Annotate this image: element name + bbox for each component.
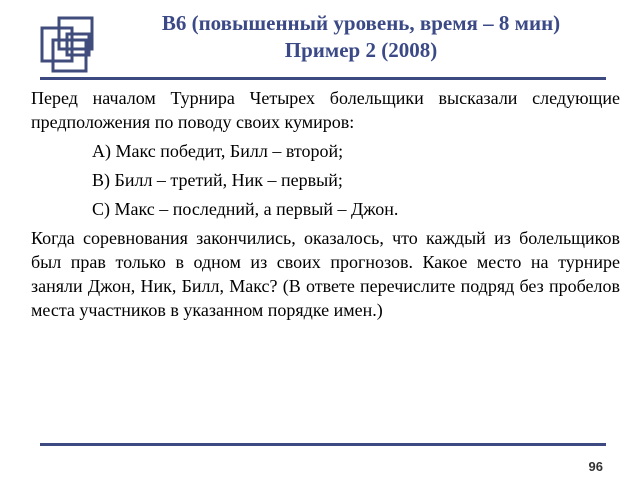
overlapping-squares-icon <box>40 16 106 74</box>
intro-paragraph: Перед началом Турнира Четырех болельщики высказали следующие предположения по поводу своих кумиров: <box>31 88 620 132</box>
option-a: А) Макс победит, Билл – второй; <box>92 141 344 161</box>
bottom-divider <box>40 443 606 446</box>
option-b: В) Билл – третий, Ник – первый; <box>92 170 343 190</box>
top-divider <box>40 77 606 80</box>
question-paragraph: Когда соревнования закончились, оказалось, что каждый из болельщиков был прав только в одном из своих прогнозов. Какое место на турнире заняли Джон, Ник, Билл, Макс? (В ответе перечислите подряд без пробелов места участников в указанном порядке имен.) <box>31 228 620 320</box>
title-line-1: В6 (повышенный уровень, время – 8 мин) <box>161 11 561 35</box>
slide-body <box>31 86 620 322</box>
option-c: С) Макс – последний, а первый – Джон. <box>92 199 399 219</box>
page-number: 96 <box>588 459 603 474</box>
slide-title <box>108 10 614 64</box>
title-line-2: Пример 2 (2008) <box>284 38 438 62</box>
